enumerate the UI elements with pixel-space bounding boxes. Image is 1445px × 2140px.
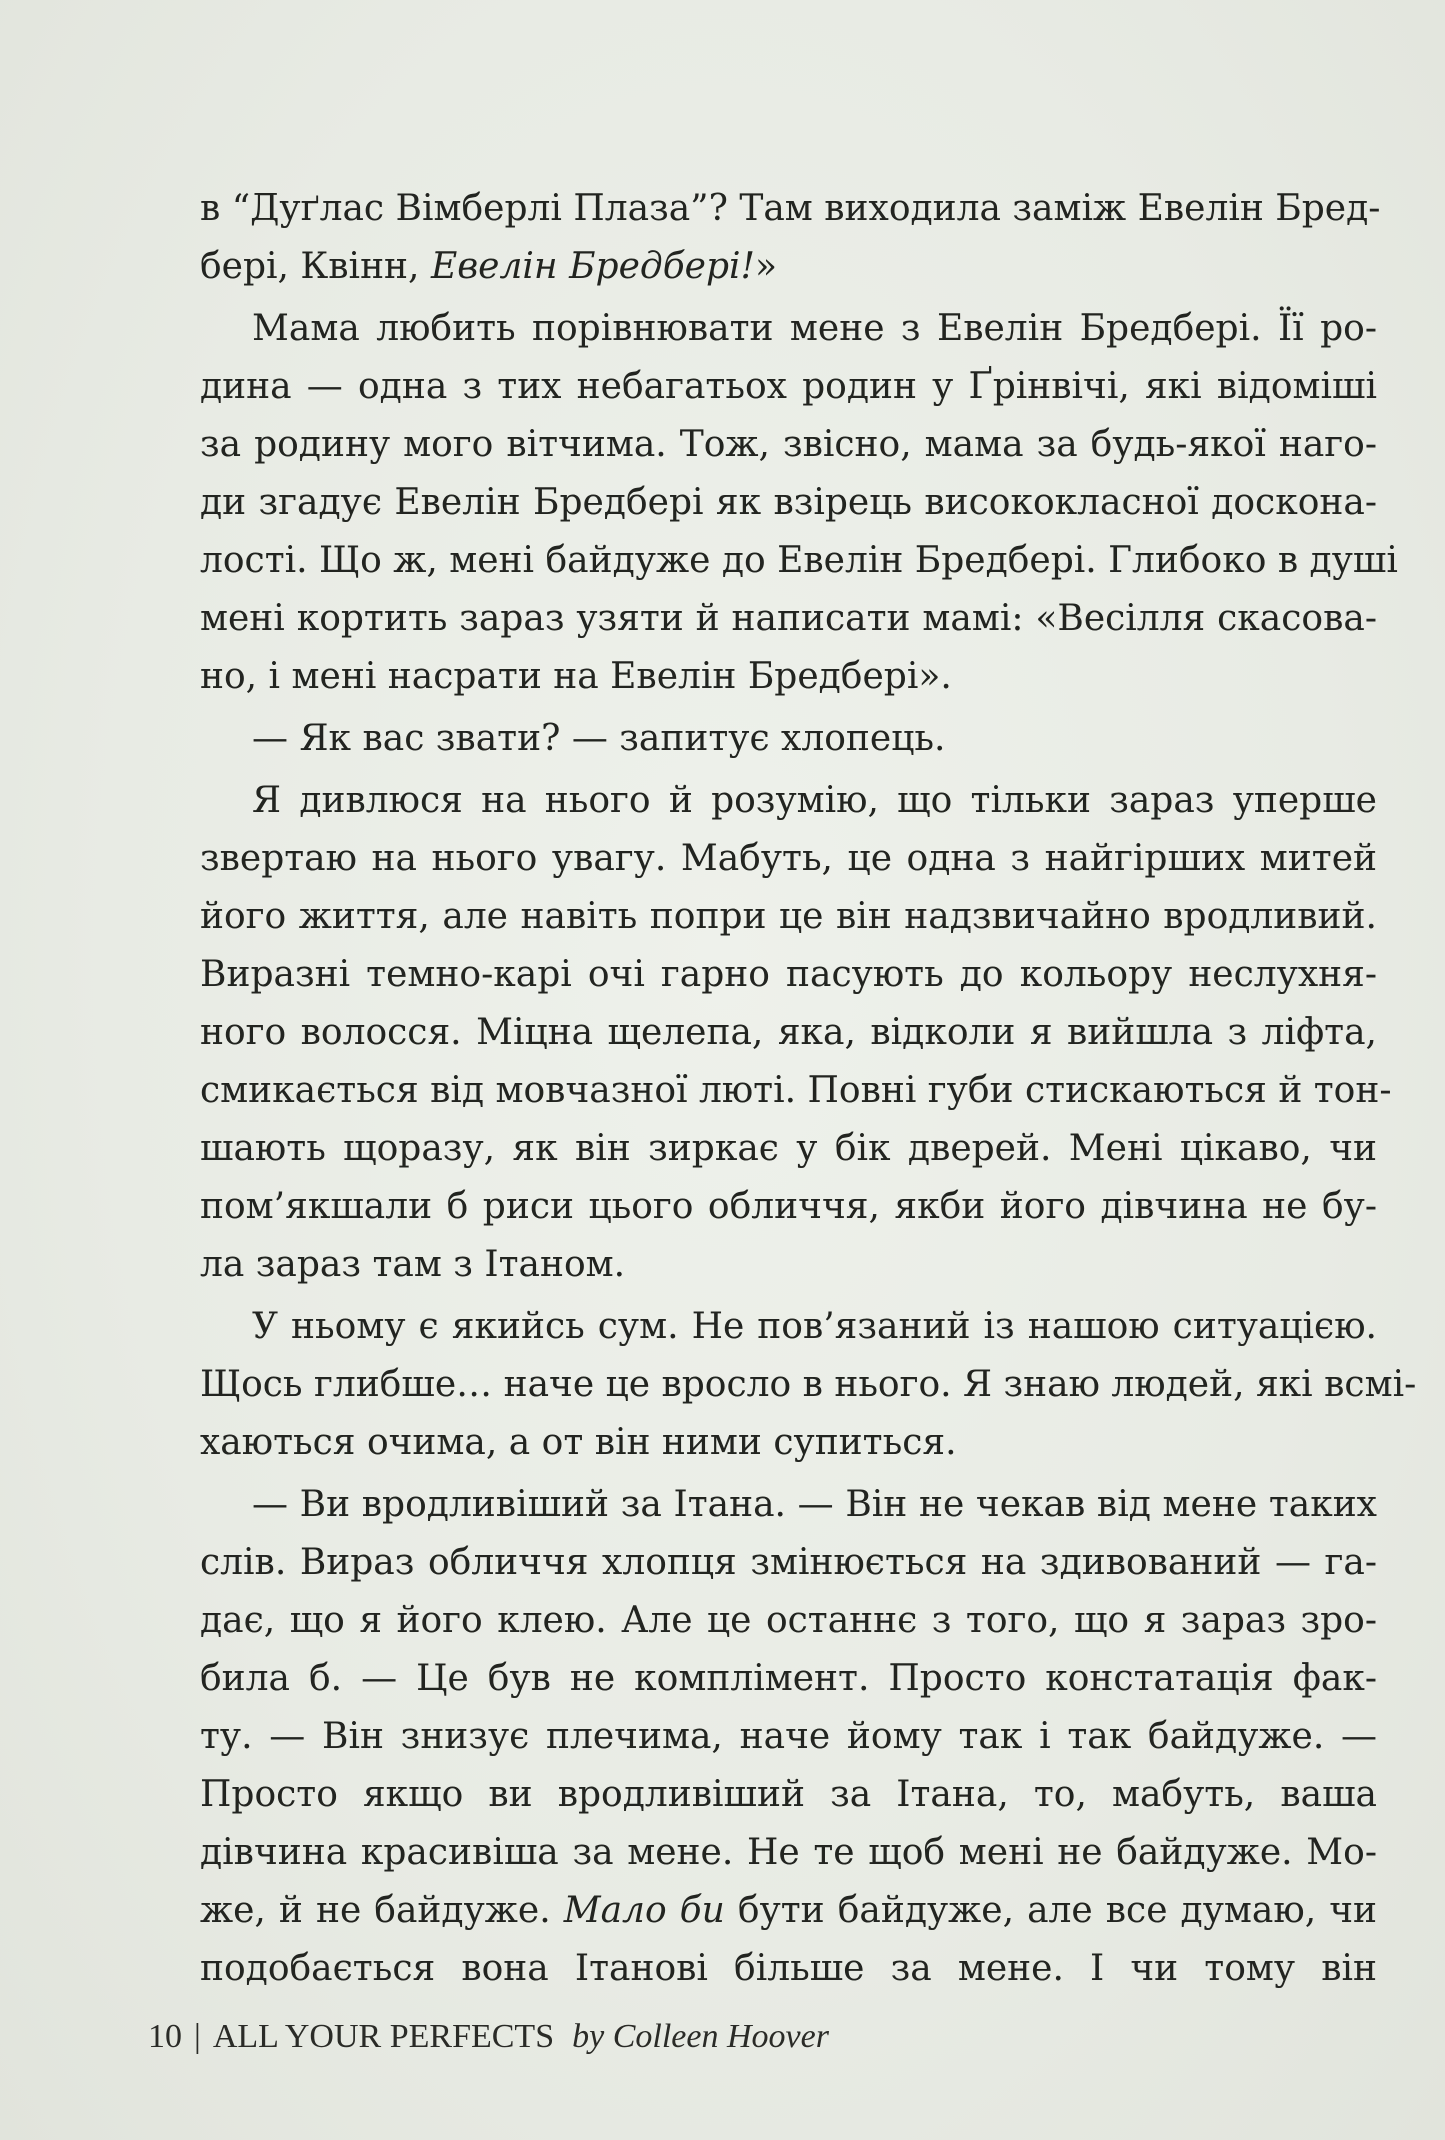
- text-line: — Ви вродливіший за Ітана. — Він не чекав від мене таких: [252, 1484, 1377, 1525]
- text-line: хаються очима, а от він ними супиться.: [200, 1422, 957, 1463]
- page-body-text: [200, 180, 1417, 1998]
- text-line: за родину мого вітчима. Тож, звісно, мама за будь-якої наго-: [200, 424, 1377, 465]
- text-line: подобається вона Ітанові більше за мене. І чи тому він: [200, 1948, 1377, 1989]
- italic-phrase: Мало би: [563, 1890, 725, 1931]
- text-line: дає, що я його клею. Але це останнє з того, що я зараз зро-: [200, 1600, 1377, 1641]
- text-line: же, й не байдуже. Мало би бути байдуже, але все думаю, чи: [200, 1890, 1377, 1931]
- text-line: ди згадує Евелін Бредбері як взірець висококласної доскона-: [200, 482, 1377, 523]
- italic-name: Евелін Бредбері!: [430, 246, 756, 287]
- text-line: но, і мені насрати на Евелін Бредбері».: [200, 656, 952, 697]
- text-line: У ньому є якийсь сум. Не пов’язаний із нашою ситуацією.: [252, 1306, 1377, 1347]
- text-line: ту. — Він знизує плечима, наче йому так і так байдуже. —: [200, 1716, 1377, 1757]
- text-line: ного волосся. Міцна щелепа, яка, відколи я вийшла з ліфта,: [200, 1012, 1377, 1053]
- book-title: ALL YOUR PERFECTS: [212, 2018, 555, 2055]
- text-line: бері, Квінн, Евелін Бредбері!»: [200, 246, 778, 287]
- text-line: в “Дуґлас Вімберлі Плаза”? Там виходила заміж Евелін Бред-: [200, 188, 1381, 229]
- text-line: — Як вас звати? — запитує хлопець.: [252, 718, 946, 759]
- text-line: Просто якщо ви вродливіший за Ітана, то, мабуть, ваша: [200, 1774, 1377, 1815]
- text-line: лості. Що ж, мені байдуже до Евелін Бредбері. Глибоко в душі: [200, 540, 1398, 581]
- text-line: його життя, але навіть попри це він надзвичайно вродливий.: [200, 896, 1377, 937]
- footer-separator: |: [194, 2018, 201, 2055]
- author-byline: by Colleen Hoover: [572, 2018, 829, 2055]
- text-line: смикається від мовчазної люті. Повні губи стискаються й тон-: [200, 1070, 1392, 1111]
- text-line: шають щоразу, як він зиркає у бік дверей. Мені цікаво, чи: [200, 1128, 1377, 1169]
- text-line: слів. Вираз обличчя хлопця змінюється на здивований — га-: [200, 1542, 1377, 1583]
- text-line: Мама любить порівнювати мене з Евелін Бредбері. Її ро-: [252, 308, 1377, 349]
- text-line: ла зараз там з Ітаном.: [200, 1244, 626, 1285]
- text-line: Виразні темно-карі очі гарно пасують до кольору неслухня-: [200, 954, 1377, 995]
- text-line: звертаю на нього увагу. Мабуть, це одна з найгірших митей: [200, 838, 1377, 879]
- text-line: дівчина красивіша за мене. Не те щоб мені не байдуже. Мо-: [200, 1832, 1377, 1873]
- page-footer: [148, 2018, 829, 2056]
- text-line: Я дивлюся на нього й розумію, що тільки зараз уперше: [252, 780, 1377, 821]
- text-line: Щось глибше… наче це вросло в нього. Я знаю людей, які всмі-: [200, 1364, 1417, 1405]
- page-number: 10: [148, 2018, 182, 2055]
- text-line: пом’якшали б риси цього обличчя, якби його дівчина не бу-: [200, 1186, 1377, 1227]
- text-line: мені кортить зараз узяти й написати мамі: «Весілля скасова-: [200, 598, 1377, 639]
- text-line: дина — одна з тих небагатьох родин у Ґрінвічі, які відоміші: [200, 366, 1377, 407]
- text-line: била б. — Це був не комплімент. Просто констатація фак-: [200, 1658, 1377, 1699]
